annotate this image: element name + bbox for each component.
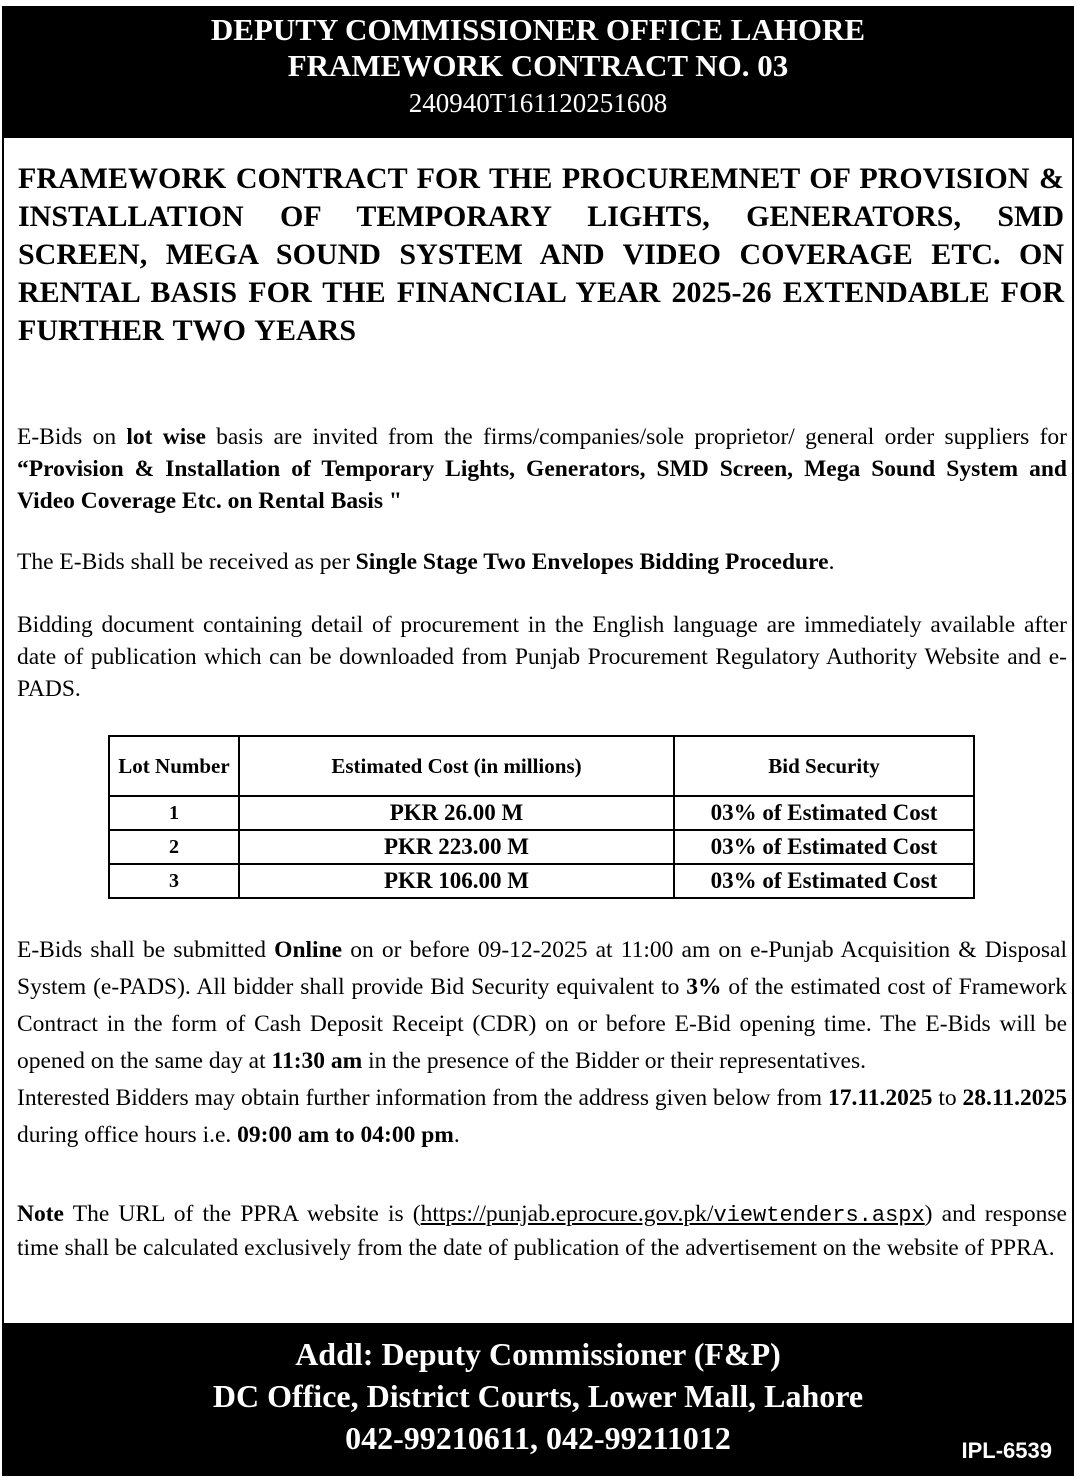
issuer-phone: 042-99210611, 042-99211012 [345, 1420, 731, 1456]
issuer-title: Addl: Deputy Commissioner (F&P) [295, 1336, 781, 1372]
estimated-cost: PKR 106.00 M [239, 864, 674, 898]
table-row [109, 796, 974, 830]
url-path[interactable]: viewtenders.aspx [713, 1203, 925, 1228]
lot-number: 1 [109, 796, 239, 830]
text-bold: 09:00 am to 04:00 pm [237, 1122, 454, 1148]
bid-security: 03% of Estimated Cost [674, 830, 974, 864]
ppra-url-link[interactable] [421, 1201, 925, 1227]
header-bid-security: Bid Security [674, 736, 974, 796]
header-lot-number: Lot Number [109, 736, 239, 796]
contract-number: FRAMEWORK CONTRACT NO. 03 [287, 48, 789, 83]
text-bold: Single Stage Two Envelopes Bidding Procedure [355, 549, 829, 575]
text: basis are invited from the firms/companies/sole proprietor/ general order suppliers for [205, 424, 1067, 450]
office-name: DEPUTY COMMISSIONER OFFICE LAHORE [210, 12, 866, 47]
text-bold: “Provision & Installation of Temporary Lights, Generators, SMD Screen, Mega Sound System and Video Coverage Etc. on Rental Basis " [17, 456, 1067, 514]
note-paragraph [17, 1198, 1067, 1264]
url-host[interactable]: https://punjab.eprocure.gov.pk/ [420, 1201, 714, 1227]
issuer-address: DC Office, District Courts, Lower Mall, Lahore [212, 1378, 864, 1414]
lot-number: 2 [109, 830, 239, 864]
submission-paragraph [17, 932, 1067, 1154]
text-bold: 17.11.2025 [827, 1085, 933, 1111]
lot-number: 3 [109, 864, 239, 898]
footer-banner [2, 1323, 1074, 1476]
text: E-Bids shall be submitted [17, 937, 275, 963]
notice-title: FRAMEWORK CONTRACT FOR THE PROCUREMNET OF PROVISION & INSTALLATION OF TEMPORARY LIGHTS, GENERATORS, SMD SCREEN, MEGA SOUND SYSTEM AND VIDEO COVERAGE ETC. ON RENTAL BASIS FOR THE FINANCIAL YEAR 2025-26 EXTENDABLE FOR FURTHER TWO YEARS [18, 162, 1064, 347]
procedure-paragraph [17, 546, 1067, 578]
text-bold: 3% [686, 974, 722, 1000]
text: of the estimated cost of Framework Contract in the form of Cash Deposit Receipt (CDR) on or before E-Bid opening time. The E-Bids will be opened on the same day at [17, 974, 1067, 1074]
lot-table [108, 735, 975, 899]
estimated-cost: PKR 26.00 M [239, 796, 674, 830]
text: on or before 09-12-2025 at 11:00 am on e-Punjab Acquisition & Disposal System (e-PADS). All bidder shall provide Bid Security equivalent to [17, 937, 1067, 1000]
bid-security: 03% of Estimated Cost [674, 796, 974, 830]
text: during office hours i.e. [17, 1122, 238, 1148]
text-bold: lot wise [126, 424, 206, 450]
table-row [109, 864, 974, 898]
text: The URL of the PPRA website is ( [63, 1201, 421, 1227]
text: E-Bids on [17, 424, 127, 450]
text: . [828, 549, 835, 575]
table-row [109, 830, 974, 864]
table-header-row [109, 736, 974, 796]
text-bold: Online [274, 937, 343, 963]
bid-security: 03% of Estimated Cost [674, 864, 974, 898]
note-label: Note [17, 1201, 64, 1227]
text-bold: 28.11.2025 [962, 1085, 1067, 1111]
document-availability-paragraph: Bidding document containing detail of procurement in the English language are immediately available after date of publication which can be downloaded from Punjab Procurement Regulatory Authority Website and e-PADS. [17, 612, 1067, 702]
text: to [932, 1085, 963, 1111]
estimated-cost: PKR 223.00 M [239, 830, 674, 864]
text: ) [924, 1201, 933, 1227]
header-banner [2, 6, 1074, 138]
text-bold: 11:30 am [271, 1048, 363, 1074]
text: and response time shall be calculated exclusively from the date of publication of the advertisement on the website of PPRA. [17, 1201, 1067, 1261]
text: The E-Bids shall be received as per [17, 549, 356, 575]
text: in the presence of the Bidder or their representatives. [362, 1048, 866, 1074]
header-estimated-cost: Estimated Cost (in millions) [239, 736, 674, 796]
ad-reference: IPL-6539 [961, 1438, 1052, 1463]
text: Interested Bidders may obtain further information from the address given below from [17, 1085, 828, 1111]
tender-id: 240940T161120251608 [408, 88, 668, 118]
invitation-paragraph [17, 421, 1067, 517]
text: . [453, 1122, 460, 1148]
